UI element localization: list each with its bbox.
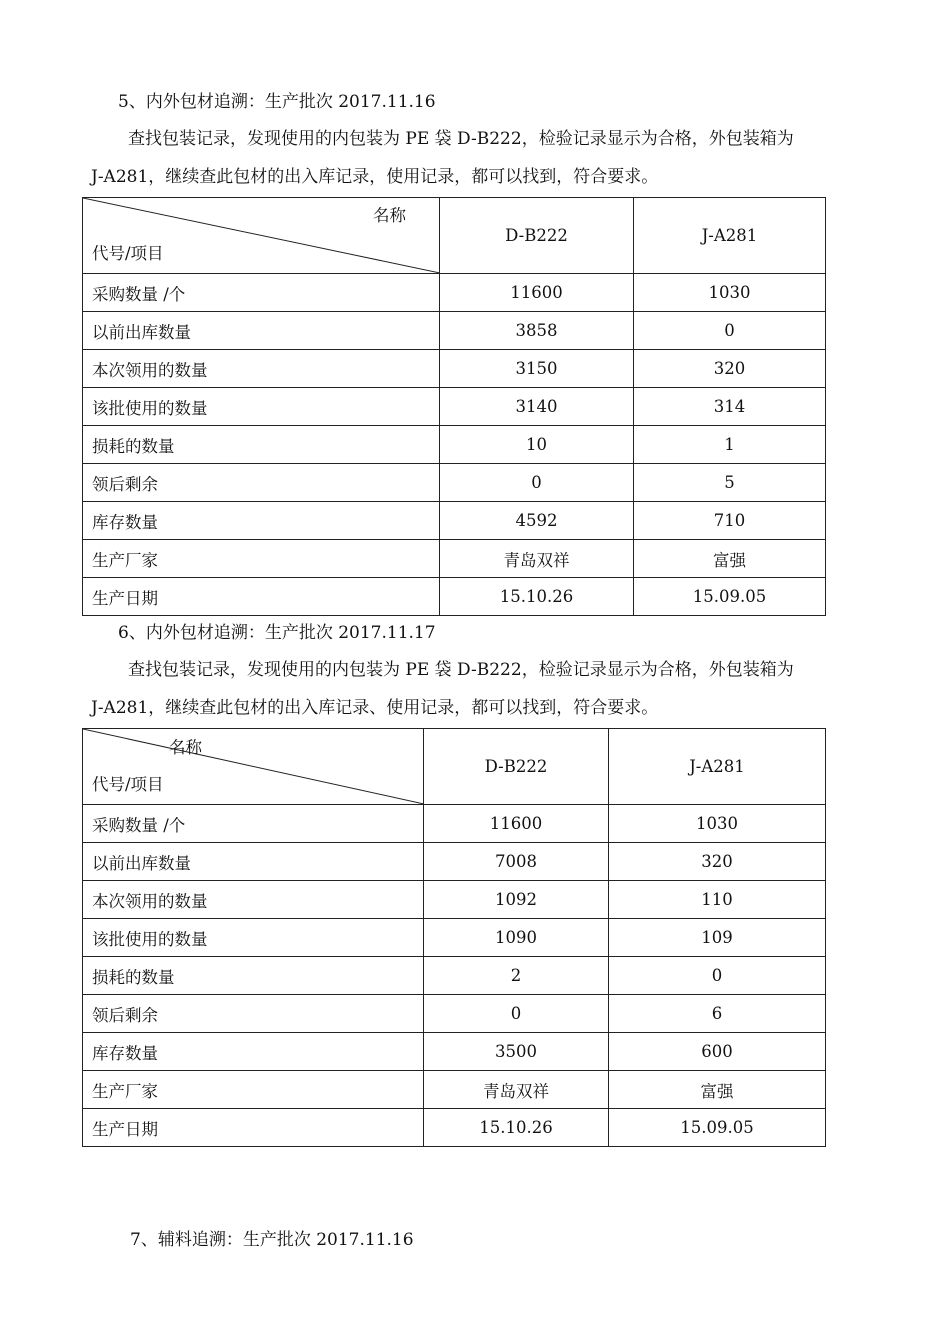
- row-label: 采购数量 /个: [83, 274, 440, 312]
- cell-d-b222: 0: [424, 995, 609, 1033]
- cell-j-a281: 0: [634, 312, 826, 350]
- cell-d-b222: 2: [424, 957, 609, 995]
- cell-d-b222: 1090: [424, 919, 609, 957]
- diagonal-header-cell: [83, 198, 440, 274]
- cell-d-b222: 11600: [424, 805, 609, 843]
- row-label: 以前出库数量: [83, 312, 440, 350]
- table-row: [83, 502, 826, 540]
- cell-j-a281: 6: [609, 995, 826, 1033]
- row-label: 库存数量: [83, 502, 440, 540]
- cell-j-a281: 320: [609, 843, 826, 881]
- table-row: [83, 881, 826, 919]
- table-row: [83, 1033, 826, 1071]
- cell-d-b222: 4592: [440, 502, 634, 540]
- section-5-paragraph-line-1: 查找包装记录，发现使用的内包装为 PE 袋 D-B222，检验记录显示为合格，外包装箱为: [128, 129, 794, 149]
- row-label: 该批使用的数量: [83, 919, 424, 957]
- table-row: [83, 805, 826, 843]
- table-header-row: [83, 729, 826, 805]
- row-label: 生产日期: [83, 578, 440, 616]
- cell-j-a281: 1: [634, 426, 826, 464]
- cell-d-b222: 0: [440, 464, 634, 502]
- cell-j-a281: 600: [609, 1033, 826, 1071]
- row-label: 领后剩余: [83, 995, 424, 1033]
- cell-j-a281: 320: [634, 350, 826, 388]
- table-row: [83, 388, 826, 426]
- row-label: 领后剩余: [83, 464, 440, 502]
- cell-d-b222: 3140: [440, 388, 634, 426]
- cell-d-b222: 1092: [424, 881, 609, 919]
- cell-d-b222: 7008: [424, 843, 609, 881]
- row-label: 库存数量: [83, 1033, 424, 1071]
- cell-j-a281: 710: [634, 502, 826, 540]
- table-row: [83, 1071, 826, 1109]
- cell-j-a281: 5: [634, 464, 826, 502]
- row-label: 损耗的数量: [83, 426, 440, 464]
- column-header-j-a281: J-A281: [634, 198, 826, 274]
- cell-d-b222: 10: [440, 426, 634, 464]
- table-row: [83, 350, 826, 388]
- cell-d-b222: 3500: [424, 1033, 609, 1071]
- table-row: [83, 312, 826, 350]
- table-row: [83, 919, 826, 957]
- table-row: [83, 464, 826, 502]
- row-label: 生产厂家: [83, 540, 440, 578]
- table-row: [83, 426, 826, 464]
- section-6-paragraph-line-2: J-A281，继续查此包材的出入库记录、使用记录，都可以找到，符合要求。: [91, 698, 659, 718]
- cell-d-b222: 青岛双祥: [440, 540, 634, 578]
- cell-j-a281: 15.09.05: [609, 1109, 826, 1147]
- row-label: 以前出库数量: [83, 843, 424, 881]
- header-name-label: 名称: [373, 206, 406, 225]
- cell-d-b222: 15.10.26: [440, 578, 634, 616]
- cell-j-a281: 110: [609, 881, 826, 919]
- cell-j-a281: 314: [634, 388, 826, 426]
- cell-d-b222: 青岛双祥: [424, 1071, 609, 1109]
- row-label: 生产日期: [83, 1109, 424, 1147]
- section-5-paragraph-line-2: J-A281，继续查此包材的出入库记录，使用记录，都可以找到，符合要求。: [91, 167, 659, 187]
- table-row: [83, 957, 826, 995]
- cell-d-b222: 15.10.26: [424, 1109, 609, 1147]
- column-header-d-b222: D-B222: [440, 198, 634, 274]
- header-item-label: 代号/项目: [92, 244, 164, 263]
- table-header-row: [83, 198, 826, 274]
- section-6-paragraph-line-1: 查找包装记录，发现使用的内包装为 PE 袋 D-B222，检验记录显示为合格，外包装箱为: [128, 660, 794, 680]
- table-row: [83, 843, 826, 881]
- table-row: [83, 540, 826, 578]
- cell-d-b222: 3150: [440, 350, 634, 388]
- row-label: 本次领用的数量: [83, 881, 424, 919]
- cell-j-a281: 富强: [634, 540, 826, 578]
- diagonal-header-cell: [83, 729, 424, 805]
- cell-j-a281: 富强: [609, 1071, 826, 1109]
- section-6-packaging-table: [82, 728, 826, 1147]
- section-7-heading: 7、辅料追溯：生产批次 2017.11.16: [130, 1230, 414, 1250]
- table-row: [83, 578, 826, 616]
- cell-j-a281: 1030: [609, 805, 826, 843]
- table-row: [83, 1109, 826, 1147]
- cell-j-a281: 1030: [634, 274, 826, 312]
- cell-j-a281: 0: [609, 957, 826, 995]
- table-row: [83, 995, 826, 1033]
- section-5-heading: 5、内外包材追溯：生产批次 2017.11.16: [118, 92, 436, 112]
- column-header-d-b222: D-B222: [424, 729, 609, 805]
- header-item-label: 代号/项目: [92, 775, 164, 794]
- row-label: 损耗的数量: [83, 957, 424, 995]
- cell-d-b222: 3858: [440, 312, 634, 350]
- column-header-j-a281: J-A281: [609, 729, 826, 805]
- section-5-packaging-table: [82, 197, 826, 616]
- cell-d-b222: 11600: [440, 274, 634, 312]
- row-label: 生产厂家: [83, 1071, 424, 1109]
- cell-j-a281: 109: [609, 919, 826, 957]
- row-label: 本次领用的数量: [83, 350, 440, 388]
- section-6-heading: 6、内外包材追溯：生产批次 2017.11.17: [118, 623, 436, 643]
- cell-j-a281: 15.09.05: [634, 578, 826, 616]
- table-row: [83, 274, 826, 312]
- row-label: 采购数量 /个: [83, 805, 424, 843]
- header-name-label: 名称: [169, 738, 202, 757]
- row-label: 该批使用的数量: [83, 388, 440, 426]
